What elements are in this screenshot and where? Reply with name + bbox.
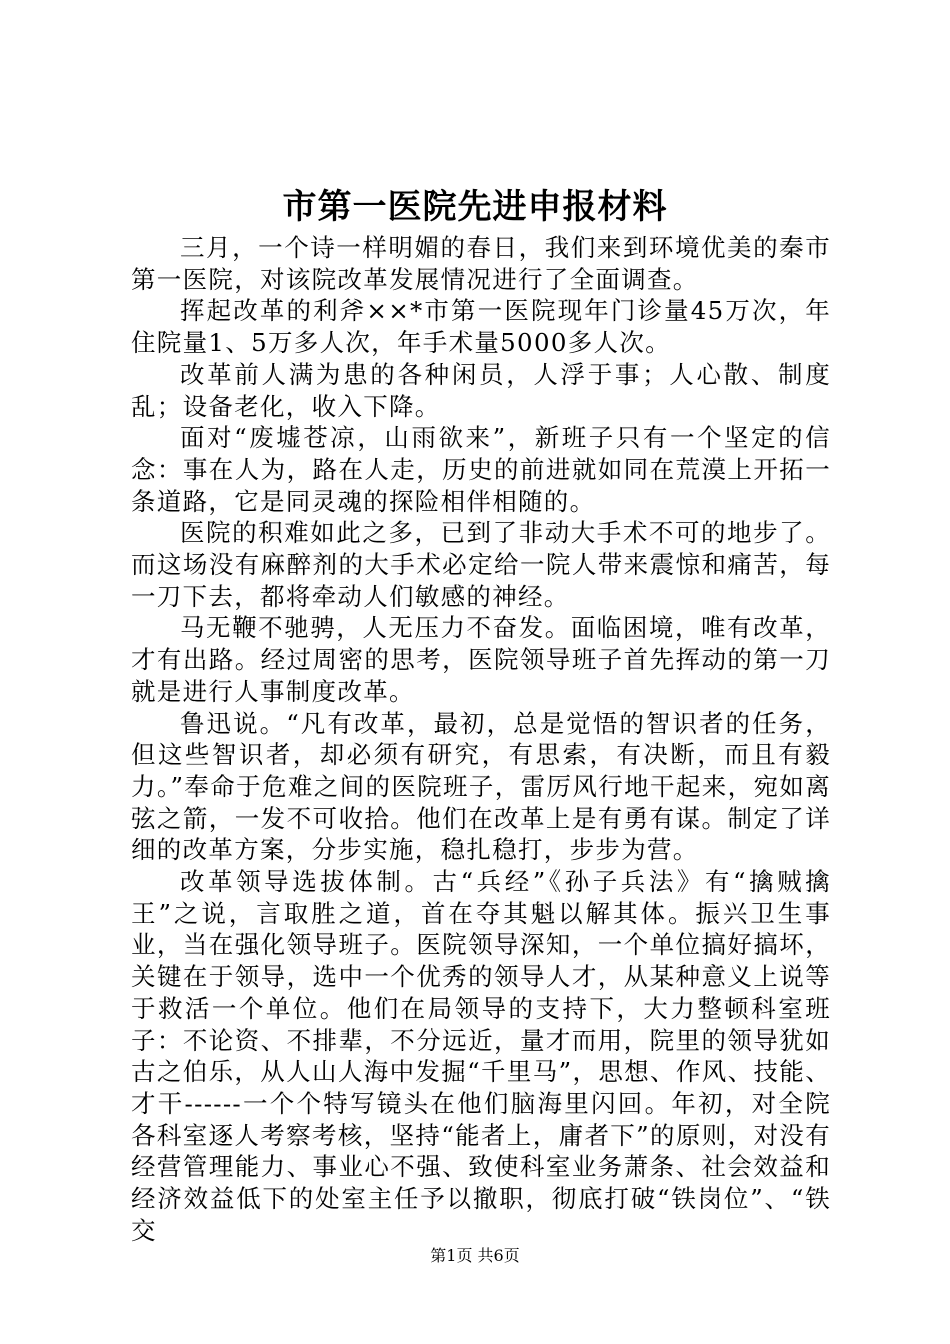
paragraph: 改革前人满为患的各种闲员，人浮于事；人心散、制度乱；设备老化，收入下降。 — [131, 359, 831, 421]
paragraph: 三月，一个诗一样明媚的春日，我们来到环境优美的秦市第一医院，对该院改革发展情况进行了全面调查。 — [131, 233, 831, 294]
paragraph: 挥起改革的利斧××*市第一医院现年门诊量45万次，年住院量1、5万多人次，年手术量5000多人次。 — [131, 296, 831, 358]
paragraph: 面对“废墟苍凉，山雨欲来”，新班子只有一个坚定的信念：事在人为，路在人走，历史的前进就如同在荒漠上开拓一条道路，它是同灵魂的探险相伴相随的。 — [131, 423, 831, 516]
page-footer: 第1页 共6页 — [430, 1246, 520, 1265]
paragraph: 改革领导选拔体制。古“兵经”《孙子兵法》有“擒贼擒王”之说，言取胜之道，首在夺其魁以解其体。振兴卫生事业，当在强化领导班子。医院领导深知，一个单位搞好搞坏，关键在于领导，选中一个优秀的领导人才，从某种意义上说等于救活一个单位。他们在局领导的支持下，大力整顿科室班子：不论资、不排辈，不分远近，量才而用，院里的领导犹如古之伯乐，从人山人海中发掘“千里马”，思想、作风、技能、才干------一个个特写镜头在他们脑海里闪回。年初，对全院各科室逐人考察考核，坚持“能者上，庸者下”的原则，对没有经营管理能力、事业心不强、致使科室业务萧条、社会效益和经济效益低下的处室主任予以撤职，彻底打破“铁岗位”、“铁交 — [131, 867, 831, 1245]
paragraph: 鲁迅说。“凡有改革，最初，总是觉悟的智识者的任务，但这些智识者，却必须有研究，有思索，有决断，而且有毅力。”奉命于危难之间的医院班子，雷厉风行地干起来，宛如离弦之箭，一发不可收拾。他们在改革上是有勇有谋。制定了详细的改革方案，分步实施，稳扎稳打，步步为营。 — [131, 708, 832, 865]
paragraph: 医院的积难如此之多，已到了非动大手术不可的地步了。而这场没有麻醉剂的大手术必定给一院人带来震惊和痛苦，每一刀下去，都将牵动人们敏感的神经。 — [131, 518, 831, 611]
document-title: 市第一医院先进申报材料 — [282, 187, 668, 227]
paragraph: 马无鞭不驰骋，人无压力不奋发。面临困境，唯有改革，才有出路。经过周密的思考，医院领导班子首先挥动的第一刀就是进行人事制度改革。 — [131, 613, 831, 706]
document-body — [131, 232, 831, 1247]
